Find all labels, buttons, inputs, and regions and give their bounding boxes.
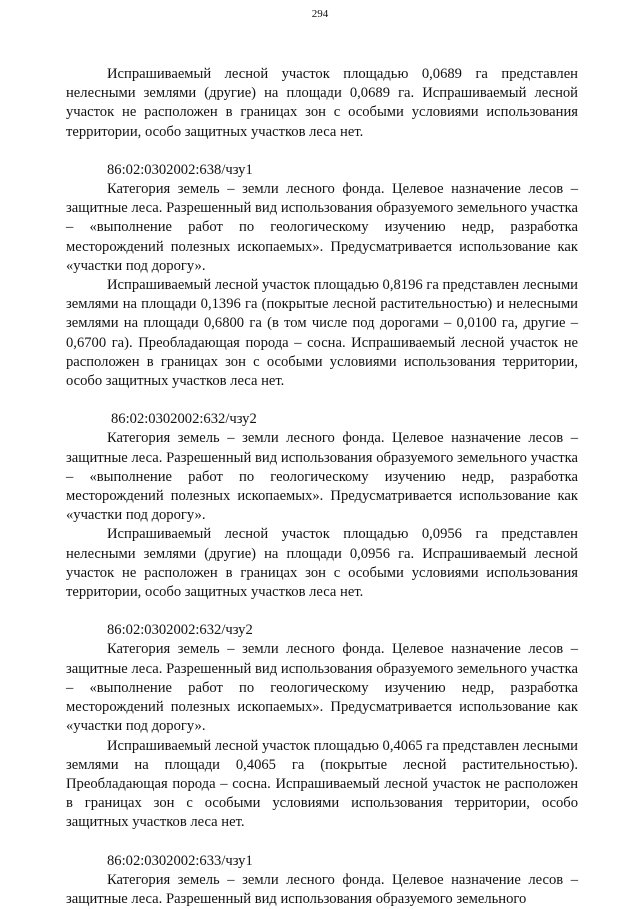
block-spacer <box>66 142 578 161</box>
text-block <box>66 65 578 142</box>
parcel-cadastral-number: 86:02:0302002:633/чзу1 <box>107 852 253 869</box>
page-number: 294 <box>311 8 329 20</box>
paragraph: Испрашиваемый лесной участок площадью 0,0956 га представлен нелесными землями (другие) на площади 0,0956 га. Испрашиваемый лесной участок не расположен в границах зон с особыми условиями использования территории, особо защитных участков леса нет. <box>66 526 578 601</box>
document-body <box>66 65 578 909</box>
paragraph: Категория земель – земли лесного фонда. Целевое назначение лесов – защитные леса. Разрешенный вид использования образуемого земельного <box>66 871 578 907</box>
parcel-section <box>66 852 578 909</box>
paragraph: Категория земель – земли лесного фонда. Целевое назначение лесов – защитные леса. Разрешенный вид использования образуемого земельного участка – «выполнение работ по геологическому изучению недр, разработка месторождений полезных ископаемых». Предусматривается использование как «участки под дорогу». <box>66 430 578 524</box>
paragraph: Категория земель – земли лесного фонда. Целевое назначение лесов – защитные леса. Разрешенный вид использования образуемого земельного участка – «выполнение работ по геологическому изучению недр, разработка месторождений полезных ископаемых». Предусматривается использование как «участки под дорогу». <box>66 181 578 274</box>
parcel-cadastral-number: 86:02:0302002:638/чзу1 <box>107 161 253 178</box>
parcel-cadastral-number: 86:02:0302002:632/чзу2 <box>107 622 253 639</box>
parcel-section <box>66 410 578 602</box>
paragraph: Испрашиваемый лесной участок площадью 0,8196 га представлен лесными землями на площади 0,1396 га (покрытые лесной растительностью) и нелесными землями на площади 0,6800 га (в том числе под дорогами – 0,0100 га, другие – 0,6700 га). Преобладающая порода – сосна. Испрашиваемый лесной участок не расположен в границах зон с особыми условиями использования территории, особо защитных участков леса нет. <box>66 277 578 390</box>
parcel-section <box>66 161 578 391</box>
block-spacer <box>66 833 578 852</box>
parcel-section <box>66 621 578 832</box>
parcel-cadastral-number: 86:02:0302002:632/чзу2 <box>111 411 257 428</box>
block-spacer <box>66 602 578 621</box>
paragraph: Испрашиваемый лесной участок площадью 0,0689 га представлен нелесными землями (другие) на площади 0,0689 га. Испрашиваемый лесной участок не расположен в границах зон с особыми условиями использования территории, особо защитных участков леса нет. <box>66 66 578 140</box>
block-spacer <box>66 391 578 410</box>
paragraph: Испрашиваемый лесной участок площадью 0,4065 га представлен лесными землями на площади 0,4065 га (покрытые лесной растительностью). Преобладающая порода – сосна. Испрашиваемый лесной участок не расположен в границах зон с особыми условиями использования территории, особо защитных участков леса нет. <box>66 737 578 831</box>
paragraph: Категория земель – земли лесного фонда. Целевое назначение лесов – защитные леса. Разрешенный вид использования образуемого земельного участка – «выполнение работ по геологическому изучению недр, разработка месторождений полезных ископаемых». Предусматривается использование как «участки под дорогу». <box>66 641 578 735</box>
